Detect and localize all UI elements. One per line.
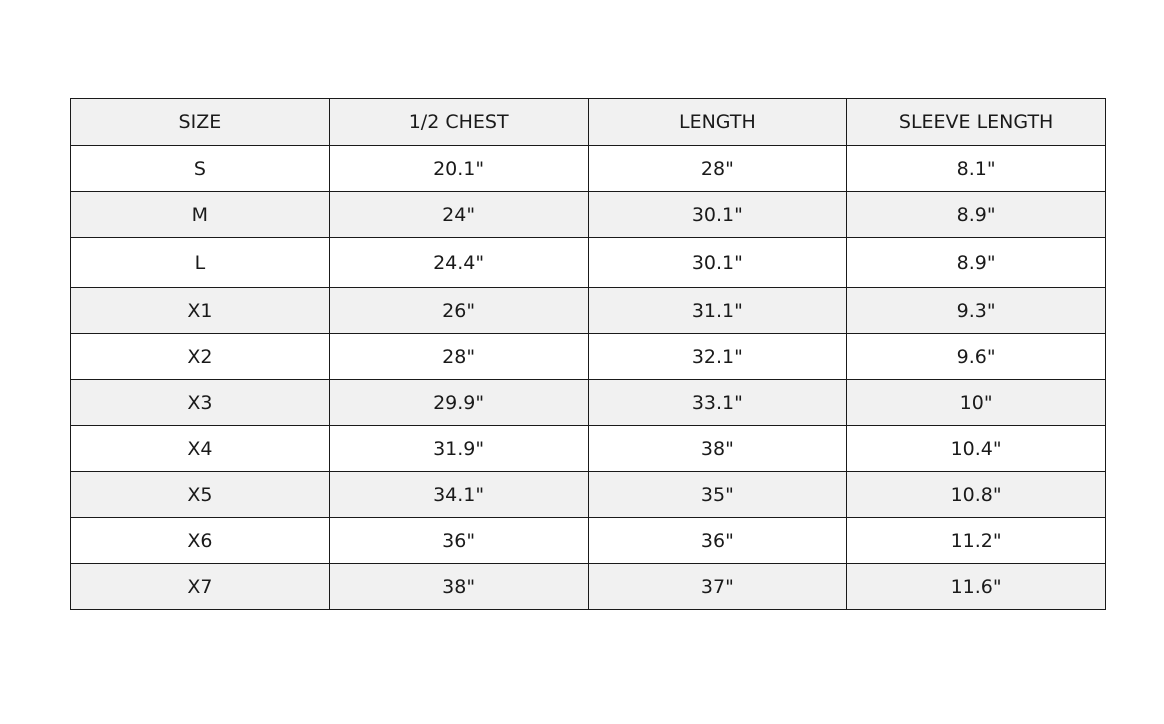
cell-sleeve-length: 11.2" [847, 518, 1106, 564]
cell-half-chest: 26" [329, 288, 588, 334]
cell-size: M [71, 192, 330, 238]
size-chart-table [70, 98, 1106, 610]
cell-size: X5 [71, 472, 330, 518]
cell-sleeve-length: 8.9" [847, 192, 1106, 238]
cell-length: 38" [588, 426, 847, 472]
cell-size: X7 [71, 564, 330, 610]
cell-sleeve-length: 9.6" [847, 334, 1106, 380]
cell-sleeve-length: 9.3" [847, 288, 1106, 334]
cell-length: 30.1" [588, 192, 847, 238]
cell-size: S [71, 146, 330, 192]
cell-half-chest: 28" [329, 334, 588, 380]
cell-length: 31.1" [588, 288, 847, 334]
table-row [71, 192, 1106, 238]
table-row [71, 380, 1106, 426]
cell-size: X6 [71, 518, 330, 564]
cell-sleeve-length: 10.8" [847, 472, 1106, 518]
table-row [71, 334, 1106, 380]
table-row [71, 426, 1106, 472]
table-row [71, 472, 1106, 518]
cell-half-chest: 36" [329, 518, 588, 564]
cell-half-chest: 29.9" [329, 380, 588, 426]
cell-half-chest: 20.1" [329, 146, 588, 192]
table-row [71, 564, 1106, 610]
cell-sleeve-length: 10.4" [847, 426, 1106, 472]
cell-size: X4 [71, 426, 330, 472]
cell-sleeve-length: 8.9" [847, 238, 1106, 288]
cell-sleeve-length: 10" [847, 380, 1106, 426]
cell-length: 35" [588, 472, 847, 518]
cell-half-chest: 38" [329, 564, 588, 610]
header-half-chest: 1/2 CHEST [329, 99, 588, 146]
table-header-row [71, 99, 1106, 146]
cell-size: L [71, 238, 330, 288]
cell-size: X2 [71, 334, 330, 380]
table-row [71, 238, 1106, 288]
header-size: SIZE [71, 99, 330, 146]
cell-size: X1 [71, 288, 330, 334]
cell-length: 28" [588, 146, 847, 192]
cell-half-chest: 24" [329, 192, 588, 238]
cell-length: 37" [588, 564, 847, 610]
cell-size: X3 [71, 380, 330, 426]
cell-length: 30.1" [588, 238, 847, 288]
cell-half-chest: 31.9" [329, 426, 588, 472]
table-row [71, 518, 1106, 564]
cell-length: 32.1" [588, 334, 847, 380]
cell-half-chest: 24.4" [329, 238, 588, 288]
table-row [71, 288, 1106, 334]
table-row [71, 146, 1106, 192]
header-length: LENGTH [588, 99, 847, 146]
cell-sleeve-length: 8.1" [847, 146, 1106, 192]
cell-length: 36" [588, 518, 847, 564]
cell-length: 33.1" [588, 380, 847, 426]
cell-sleeve-length: 11.6" [847, 564, 1106, 610]
header-sleeve-length: SLEEVE LENGTH [847, 99, 1106, 146]
cell-half-chest: 34.1" [329, 472, 588, 518]
